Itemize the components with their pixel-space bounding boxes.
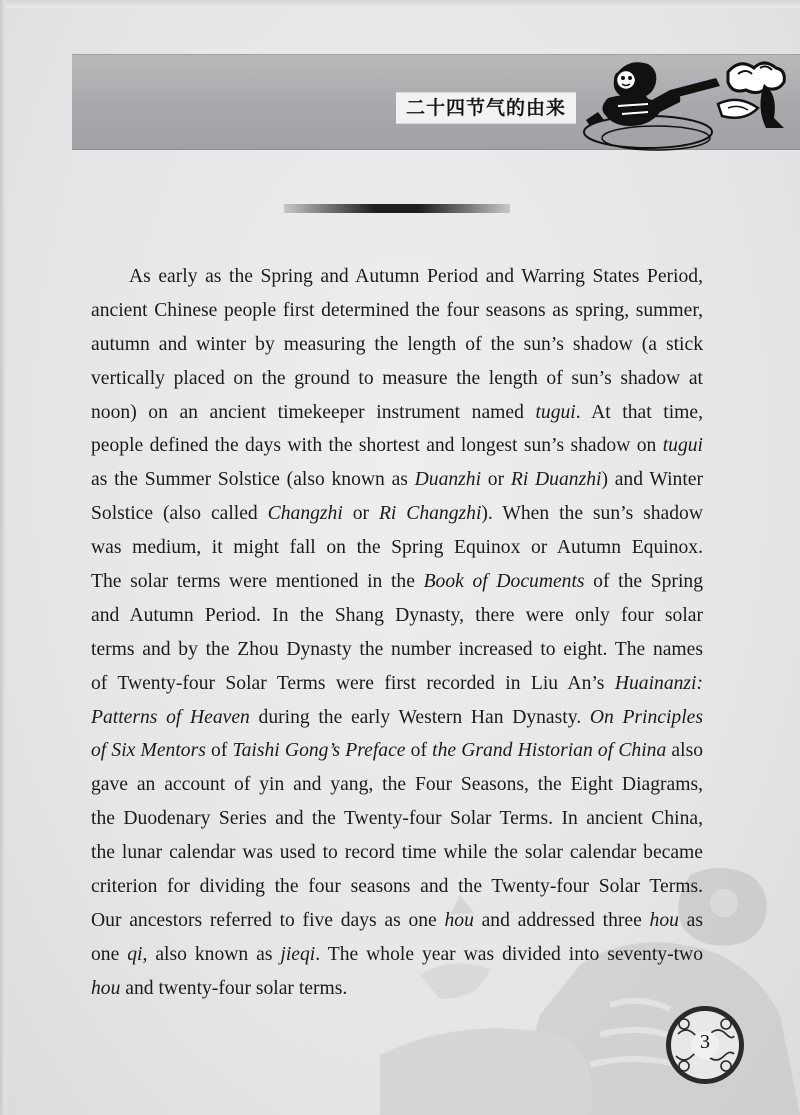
italic-term: Duanzhi <box>414 469 482 491</box>
italic-term: jieqi <box>280 943 316 965</box>
text-run: As early as the Spring and Autumn Period and Warring States Period, <box>129 266 703 287</box>
text-run: , also known as <box>142 943 281 965</box>
text-run: people defined the days with the shortest and longest sun’s shadow on <box>91 435 663 457</box>
italic-term: Book of Documents <box>423 571 585 593</box>
text-run: of the Spring <box>584 571 703 593</box>
italic-term: tugui <box>535 401 576 423</box>
papercut-figure-icon <box>578 54 800 158</box>
text-run: and addressed three <box>473 909 650 931</box>
italic-term: Huainanzi: <box>614 672 703 694</box>
italic-term: hou <box>91 977 121 999</box>
text-line <box>91 802 703 836</box>
text-run: terms and by the Zhou Dynasty the number increased to eight. The names <box>91 638 703 660</box>
italic-term: qi <box>127 943 143 965</box>
text-line <box>91 972 703 1006</box>
text-run: the Duodenary Series and the Twenty-four Solar Terms. In ancient China, <box>91 808 703 830</box>
text-run: was medium, it might fall on the Spring Equinox or Autumn Equinox. <box>91 537 703 559</box>
text-line <box>91 565 703 599</box>
italic-term: Ri Changzhi <box>378 503 482 525</box>
text-run: during the early Western Han Dynasty. <box>249 706 590 728</box>
text-line <box>91 768 703 802</box>
text-run: Our ancestors referred to five days as one <box>91 909 445 931</box>
text-run: autumn and winter by measuring the length of the sun’s shadow (a stick <box>91 333 703 355</box>
text-run: . At that time, <box>575 401 703 423</box>
text-line <box>91 362 703 396</box>
text-run: and twenty-four solar terms. <box>120 977 348 999</box>
italic-term: Taishi Gong’s Preface <box>232 740 406 762</box>
text-line <box>91 531 703 565</box>
text-run: ). When the sun’s shadow <box>481 503 703 525</box>
text-line <box>91 260 703 294</box>
text-run: the lunar calendar was used to record time while the solar calendar became <box>91 842 703 864</box>
text-line <box>91 836 703 870</box>
text-run: and Autumn Period. In the Shang Dynasty, there were only four solar <box>91 604 703 626</box>
text-run: or <box>481 469 511 491</box>
text-line <box>91 599 703 633</box>
text-line <box>91 497 703 531</box>
text-run: criterion for dividing the four seasons and the Twenty-four Solar Terms. <box>91 876 703 898</box>
text-line <box>91 870 703 904</box>
text-line <box>91 429 703 463</box>
italic-term: of Six Mentors <box>91 740 206 762</box>
text-run: ) and Winter <box>601 469 703 491</box>
text-run: The solar terms were mentioned in the <box>91 571 424 593</box>
text-run: gave an account of yin and yang, the Four Seasons, the Eight Diagrams, <box>91 774 703 796</box>
italic-term: Changzhi <box>267 503 343 525</box>
text-line <box>91 633 703 667</box>
text-run: of <box>205 740 233 762</box>
italic-term: On Principles <box>589 706 703 728</box>
italic-term: hou <box>444 909 474 931</box>
text-line <box>91 294 703 328</box>
text-run: also <box>666 740 703 762</box>
text-line <box>91 734 703 768</box>
italic-term: tugui <box>662 435 703 457</box>
text-run: vertically placed on the ground to measure the length of sun’s shadow at <box>91 367 703 389</box>
text-run: as <box>678 909 703 931</box>
text-run: one <box>91 943 128 965</box>
text-run: noon) on an ancient timekeeper instrument named <box>91 401 536 423</box>
italic-term: Patterns of Heaven <box>91 706 250 728</box>
text-line <box>91 667 703 701</box>
italic-term: the Grand Historian of China <box>432 740 667 762</box>
text-run: ancient Chinese people first determined the four seasons as spring, summer, <box>91 299 703 321</box>
text-run: Solstice (also called <box>91 503 268 525</box>
text-line <box>91 904 703 938</box>
text-line <box>91 938 703 972</box>
text-line <box>91 463 703 497</box>
section-divider <box>284 204 510 213</box>
italic-term: Ri Duanzhi <box>510 469 602 491</box>
text-run: of <box>405 740 433 762</box>
text-line <box>91 701 703 735</box>
page-binding-edge <box>0 0 6 1115</box>
page-number: 3 <box>700 1031 710 1053</box>
text-run: or <box>342 503 379 525</box>
text-run: . The whole year was divided into seventy-two <box>315 943 703 965</box>
text-run: as the Summer Solstice (also known as <box>91 469 415 491</box>
text-line <box>91 396 703 430</box>
chapter-title: 二十四节气的由来 <box>396 92 576 124</box>
page-top-edge <box>0 0 800 8</box>
italic-term: hou <box>649 909 679 931</box>
text-line <box>91 328 703 362</box>
body-text <box>91 260 703 1006</box>
text-run: of Twenty-four Solar Terms were first recorded in Liu An’s <box>91 672 615 694</box>
